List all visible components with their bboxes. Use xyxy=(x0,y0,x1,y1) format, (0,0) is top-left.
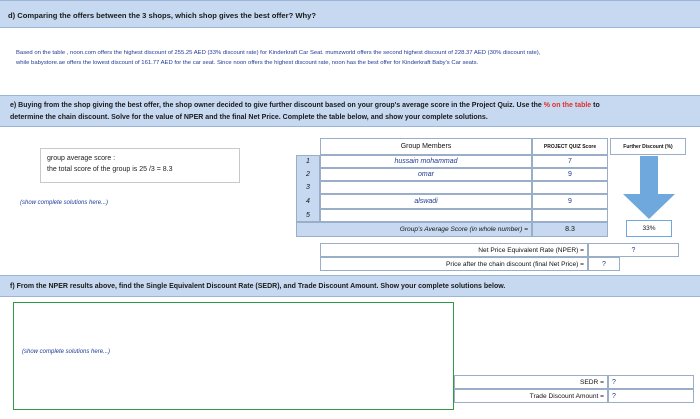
trade-discount-label: Trade Discount Amount = xyxy=(454,389,608,403)
member-name-cell[interactable]: omar xyxy=(320,168,532,181)
part-e-show-solutions: (show complete solutions here...) xyxy=(20,200,109,206)
score-note-line-2: the total score of the group is 25 /3 = 8.3 xyxy=(47,166,173,173)
part-d-answer-line-1: Based on the table , noon.com offers the highest discount of 255.25 AED (33% discount rate) for Kinderkraft Car Seat. mumzworld offers the second highest discount of 228.37 AED (30% discount rate), xyxy=(16,50,541,56)
part-e-question-start: e) Buying from the shop giving the best offer, the shop owner decided to give further discount based on your group's average score in the Project Quiz. Use the xyxy=(10,102,544,109)
member-name-cell[interactable] xyxy=(320,181,532,194)
group-average-label: Group's Average Score (in whole number) = xyxy=(296,222,532,237)
score-note-line-1: group average score : xyxy=(47,155,116,162)
part-e-question-end: to xyxy=(591,102,600,109)
quiz-score-cell[interactable] xyxy=(532,181,608,194)
part-f-question: f) From the NPER results above, find the Single Equivalent Discount Rate (SEDR), and Trade Discount Amount. Show your complete solutions below. xyxy=(10,283,506,290)
part-f-solution-box[interactable] xyxy=(13,302,454,410)
further-discount-header: Further Discount (%) xyxy=(610,138,686,155)
row-number: 2 xyxy=(306,171,310,178)
nper-label: Net Price Equivalent Rate (NPER) = xyxy=(320,243,588,257)
group-average-value[interactable]: 8.3 xyxy=(532,222,608,237)
part-d-question-band xyxy=(0,0,700,28)
sedr-label: SEDR = xyxy=(454,375,608,389)
row-number: 4 xyxy=(306,198,310,205)
members-header: Group Members xyxy=(320,138,532,155)
score-note-box[interactable] xyxy=(40,148,240,183)
part-d-question: d) Comparing the offers between the 3 shops, which shop gives the best offer? Why? xyxy=(8,11,316,20)
quiz-score-header: PROJECT QUIZ Score xyxy=(532,138,608,155)
row-number: 5 xyxy=(306,212,310,219)
part-f-show-solutions: (show complete solutions here...) xyxy=(22,349,111,355)
part-e-question-line-2: determine the chain discount. Solve for the value of NPER and the final Net Price. Complete the table below, and show your complete solutions. xyxy=(10,114,488,121)
sedr-value[interactable]: ? xyxy=(608,375,694,389)
quiz-score-cell[interactable]: 9 xyxy=(532,168,608,181)
member-name-cell[interactable] xyxy=(320,209,532,222)
nper-value[interactable]: ? xyxy=(588,243,679,257)
part-e-question-highlight: % on the table xyxy=(543,102,592,109)
quiz-score-cell[interactable] xyxy=(532,209,608,222)
net-price-value[interactable]: ? xyxy=(588,257,620,271)
net-price-label: Price after the chain discount (final Net Price) = xyxy=(320,257,588,271)
row-number: 1 xyxy=(306,158,310,165)
part-e-question xyxy=(10,100,698,124)
down-arrow-icon xyxy=(623,156,675,219)
further-discount-value[interactable]: 33% xyxy=(626,220,672,237)
part-d-answer xyxy=(16,48,696,68)
part-e-question-band xyxy=(0,95,700,127)
part-f-question-band xyxy=(0,275,700,297)
row-number: 3 xyxy=(306,184,310,191)
quiz-score-cell[interactable]: 9 xyxy=(532,194,608,209)
quiz-score-cell[interactable]: 7 xyxy=(532,155,608,168)
trade-discount-value[interactable]: ? xyxy=(608,389,694,403)
member-name-cell[interactable]: alswadi xyxy=(320,194,532,209)
member-name-cell[interactable]: hussain mohammad xyxy=(320,155,532,168)
part-d-answer-line-2: while babystore.ae offers the lowest discount of 161.77 AED for the car seat. Since noon offers the highest discount rate, noon has the best offer for Kinderkraft Baby's Car seats. xyxy=(16,60,479,66)
